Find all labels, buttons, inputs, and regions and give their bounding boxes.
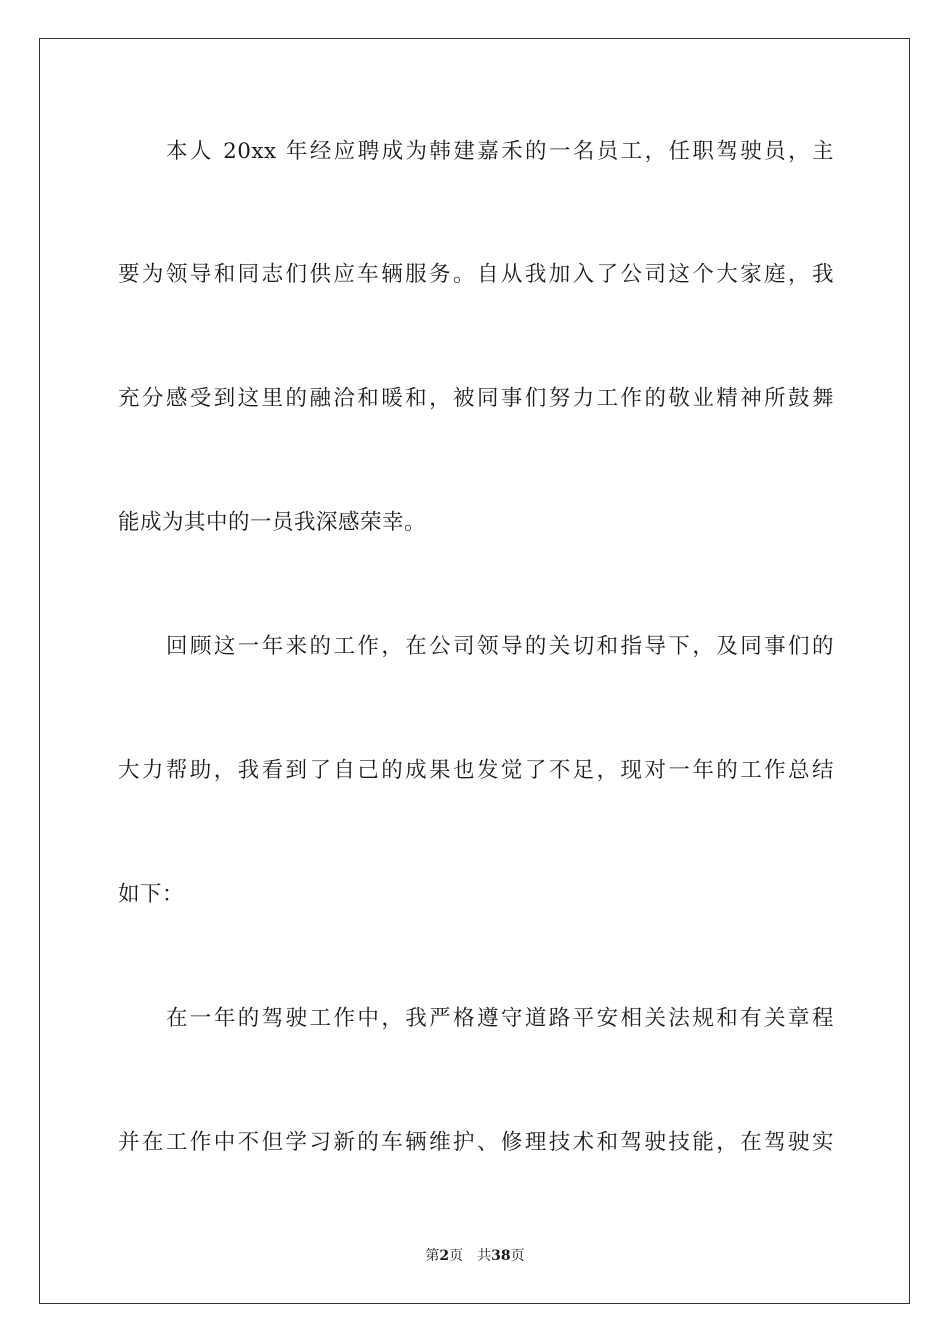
paragraph-line: 本人 20xx 年经应聘成为韩建嘉禾的一名员工，任职驾驶员，主 [166,139,834,164]
paragraph-line: 能成为其中的一员我深感荣幸。 [118,510,427,535]
page-frame [39,38,910,1304]
page-number-footer [0,1246,950,1266]
paragraph-line: 大力帮助，我看到了自己的成果也发觉了不足，现对一年的工作总结 [118,758,834,783]
paragraph-line: 在一年的驾驶工作中，我严格遵守道路平安相关法规和有关章程 [166,1006,834,1031]
paragraph-line: 要为领导和同志们供应车辆服务。自从我加入了公司这个大家庭，我 [118,262,834,287]
paragraph-line: 回顾这一年来的工作，在公司领导的关切和指导下，及同事们的 [166,634,834,659]
page-prefix: 第 [425,1248,440,1264]
paragraph-line: 充分感受到这里的融洽和暖和，被同事们努力工作的敬业精神所鼓舞 [118,386,834,411]
page-suffix: 页 [449,1248,464,1264]
paragraph-line: 如下： [118,882,185,907]
paragraph-line: 并在工作中不但学习新的车辆维护、修理技术和驾驶技能，在驾驶实 [118,1130,834,1155]
total-page-count: 38 [491,1248,511,1264]
total-prefix: 共 [477,1248,492,1264]
total-suffix: 页 [510,1248,525,1264]
current-page-number: 2 [439,1248,450,1264]
